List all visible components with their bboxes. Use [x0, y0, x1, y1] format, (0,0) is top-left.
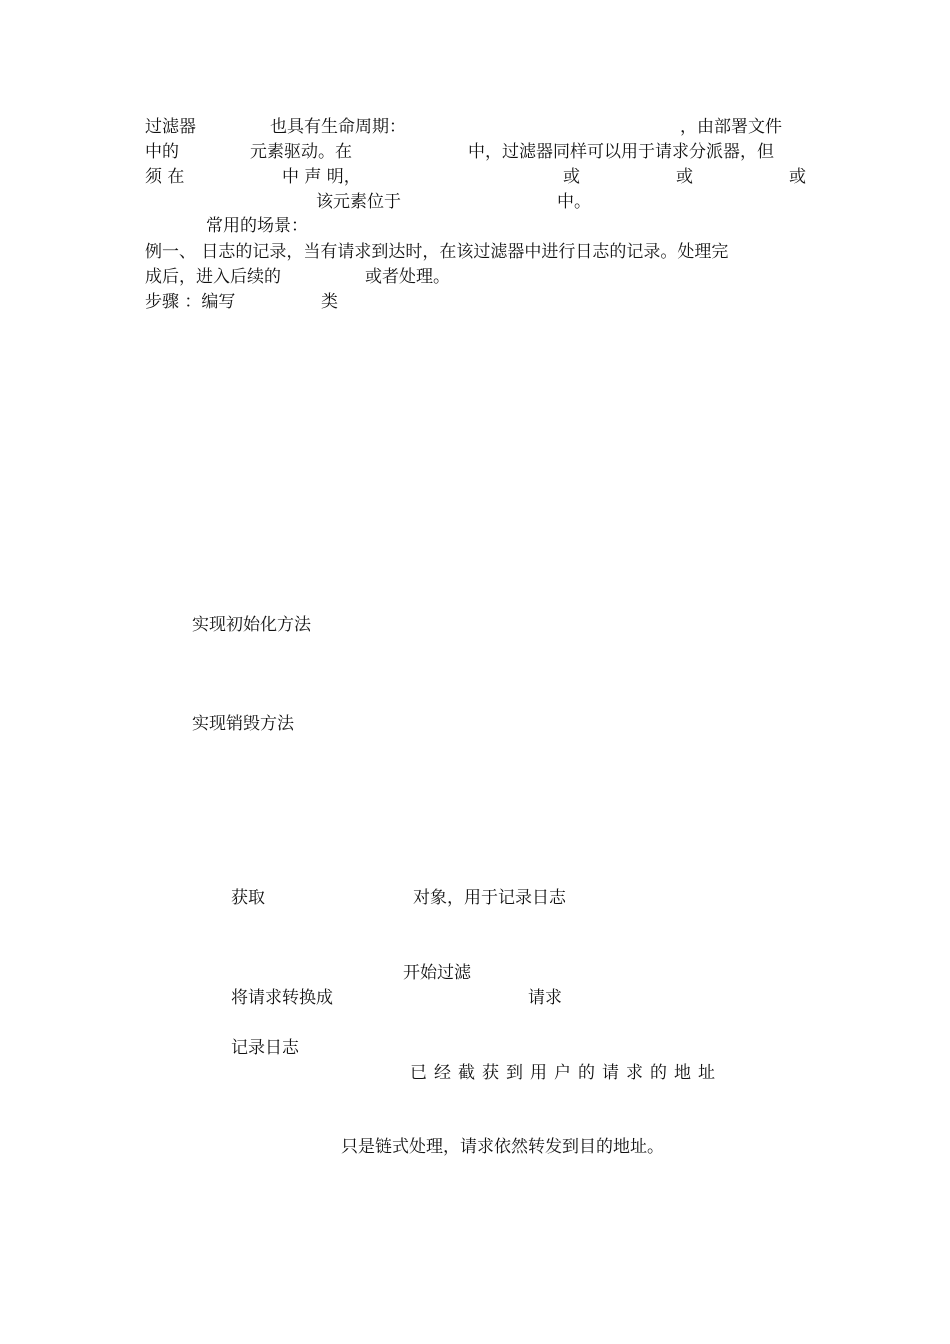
para1-line2-c: 中，过滤器同样可以用于请求分派器，但 [468, 142, 774, 162]
chain-processing-comment: 只是链式处理，请求依然转发到目的地址。 [341, 1137, 664, 1157]
step-line-a: 步骤 ：编写 [145, 292, 236, 312]
para1-line4-a: 该元素位于 [316, 192, 401, 212]
para1-line2-b: 元素驱动。在 [250, 142, 352, 162]
para1-line1-b: 也具有生命周期： [270, 117, 406, 137]
convert-request-comment-b: 请求 [528, 988, 562, 1008]
convert-request-comment-a: 将请求转换成 [231, 988, 333, 1008]
get-object-comment-b: 对象，用于记录日志 [413, 888, 566, 908]
para1-line2-a: 中的 [145, 142, 179, 162]
intercepted-address-text: 已经截获到用户的请求的地址 [410, 1063, 722, 1083]
para1-line1-c: ，由部署文件 [680, 117, 782, 137]
start-filter-text: 开始过滤 [403, 963, 471, 983]
record-log-comment: 记录日志 [231, 1038, 299, 1058]
para1-line3-b: 中 声 明， [282, 167, 361, 187]
init-method-comment: 实现初始化方法 [192, 615, 311, 635]
para1-line3-d: 或 [676, 167, 693, 187]
step-line-b: 类 [321, 292, 338, 312]
example1-line2-a: 成后，进入后续的 [145, 267, 281, 287]
scenes-heading: 常用的场景： [206, 216, 308, 236]
para1-line3-a: 须 在 [145, 167, 185, 187]
destroy-method-comment: 实现销毁方法 [192, 714, 294, 734]
para1-line3-e: 或 [789, 167, 806, 187]
example1-line2-b: 或者处理。 [365, 267, 450, 287]
para1-line3-c: 或 [563, 167, 580, 187]
example1-line1: 例一、 日志的记录，当有请求到达时，在该过滤器中进行日志的记录。处理完 [145, 242, 729, 262]
get-object-comment-a: 获取 [231, 888, 265, 908]
para1-line1-a: 过滤器 [145, 117, 196, 137]
para1-line4-b: 中。 [557, 192, 591, 212]
